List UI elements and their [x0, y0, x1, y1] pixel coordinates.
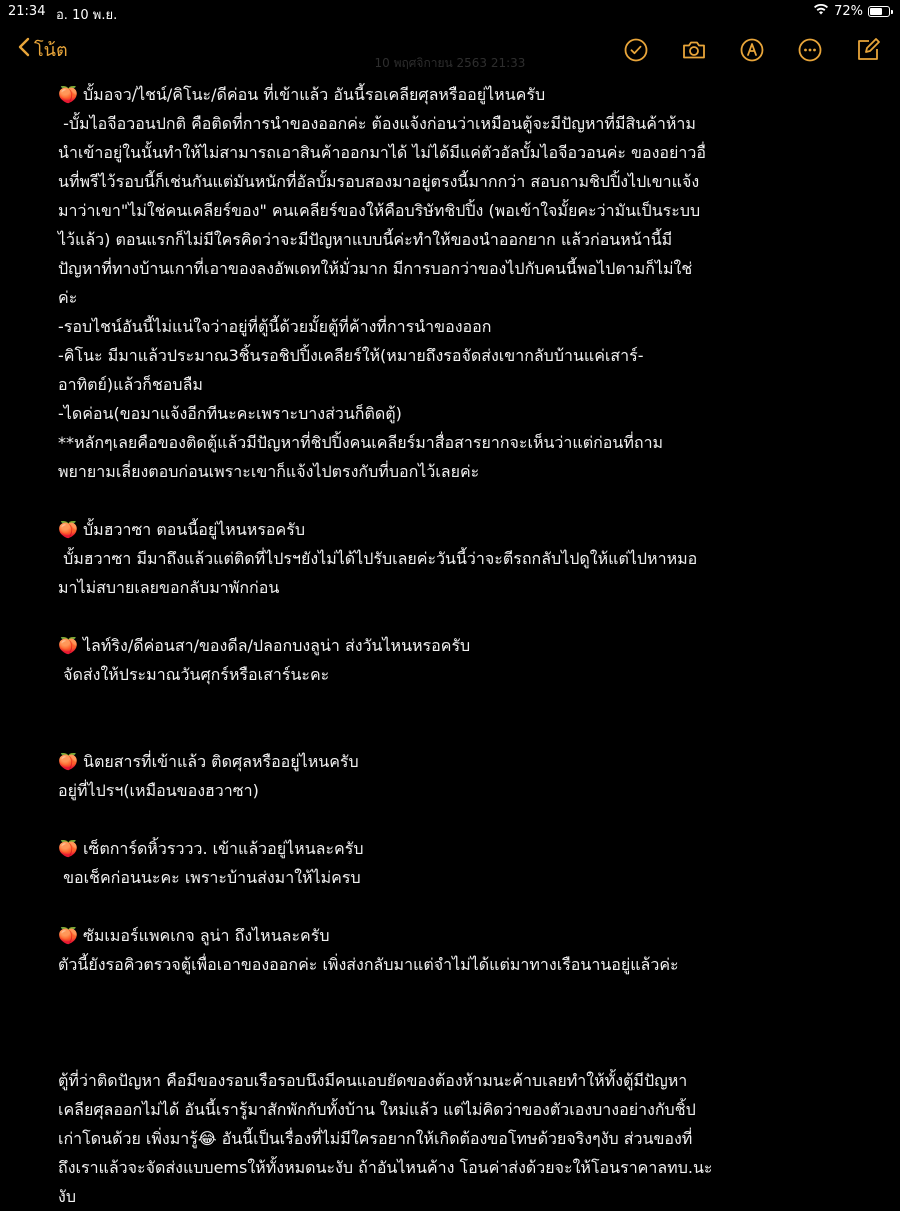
- note-line: 🍑 บั้มฮวาซา ตอนนี้อยู่ไหนหรอครับ: [58, 520, 305, 539]
- status-date: อ. 10 พ.ย.: [56, 8, 118, 23]
- blank-line: [58, 892, 848, 921]
- battery-fill: [870, 8, 882, 15]
- note-line: ถึงเราแล้วจะจัดส่งแบบemsให้ทั้งหมดนะงับ ถ้าอันไหนค้าง โอนค่าส่งด้วยจะให้โอนราคาลทบ.นะ: [58, 1158, 713, 1177]
- blank-line: [58, 805, 848, 834]
- note-line: 🍑 ซัมเมอร์แพคเกจ ลูน่า ถึงไหนละครับ: [58, 926, 330, 945]
- blank-line: [58, 602, 848, 631]
- back-label: โน้ต: [34, 40, 68, 61]
- note-line: -คิโนะ มีมาแล้วประมาณ3ชิ้นรอชิปปิ้งเคลียร์ให้(หมายถึงรอจัดส่งเขากลับบ้านแค่เสาร์-: [58, 346, 644, 365]
- note-line: อยู่ที่ไปรฯ(เหมือนของฮวาซา): [58, 781, 259, 800]
- note-line: -บั้มไอจีอวอนปกติ คือติดที่การนำของออกค่ะ ต้องแจ้งก่อนว่าเหมือนตู้จะมีปัญหาที่มีสินค้าห้าม: [58, 114, 696, 133]
- wifi-icon: [813, 3, 829, 19]
- note-line: 🍑 ไลท์ริง/ดีค่อนสา/ของดีล/ปลอกบงลูน่า ส่งวันไหนหรอครับ: [58, 636, 471, 655]
- blank-line: [58, 689, 848, 718]
- note-line: จัดส่งให้ประมาณวันศุกร์หรือเสาร์นะคะ: [58, 665, 330, 684]
- note-line: เก่าโดนด้วย เพิ่งมารู้😂 อันนี้เป็นเรื่องที่ไม่มีใครอยากให้เกิดต้องขอโทษด้วยจริงๆงับ ส่วนของที่: [58, 1129, 693, 1148]
- note-line: มาว่าเขา"ไม่ใช่คนเคลียร์ของ" คนเคลียร์ของให้คือบริษัทชิปปิ้ง (พอเข้าใจมั้ยคะว่ามันเป็นระบบ: [58, 201, 701, 220]
- note-line: -รอบไชน์อันนี้ไม่แน่ใจว่าอยู่ที่ตู้นี้ด้วยมั้ยตู้ที่ค้างที่การนำของออก: [58, 317, 492, 336]
- note-line: **หลักๆเลยคือของติดตู้แล้วมีปัญหาที่ชิปปิ้งคนเคลียร์มาสื่อสารยากจะเห็นว่าแต่ก่อนที่ถาม: [58, 433, 664, 452]
- status-right: [813, 3, 890, 19]
- note-line: ปัญหาที่ทางบ้านเกาที่เอาของลงอัพเดทให้มั่วมาก มีการบอกว่าของไปกับคนนี้พอไปตามก็ไม่ใช่: [58, 259, 693, 278]
- note-line: บั้มฮวาซา มีมาถึงแล้วแต่ติดที่ไปรฯยังไม่ได้ไปรับเลยค่ะวันนี้ว่าจะตีรถกลับไปดูให้แต่ไปหาหมอ: [58, 549, 698, 568]
- note-line: 🍑 นิตยสารที่เข้าแล้ว ติดศุลหรืออยู่ไหนครับ: [58, 752, 359, 771]
- note-line: ค่ะ: [58, 288, 78, 307]
- note-line: 🍑 เซ็ตการ์ดหิ้วรววว. เข้าแล้วอยู่ไหนละครับ: [58, 839, 364, 858]
- note-line: มาไม่สบายเลยขอกลับมาพักก่อน: [58, 578, 280, 597]
- note-line: ไว้แล้ว) ตอนแรกก็ไม่มีใครคิดว่าจะมีปัญหาแบบนี้ค่ะทำให้ของนำออกยาก แล้วก่อนหน้านี้มี: [58, 230, 673, 249]
- note-line: อาทิตย์)แล้วก็ชอบลืม: [58, 375, 203, 394]
- note-line: 🍑 บั้มอจว/ไชน์/คิโนะ/ดีค่อน ที่เข้าแล้ว อันนี้รอเคลียศุลหรืออยู่ไหนครับ: [58, 85, 546, 104]
- note-date: 10 พฤศจิกายน 2563 21:33: [374, 56, 526, 70]
- blank-line: [58, 1037, 848, 1066]
- note-line: เคลียศุลออกไม่ได้ อันนี้เรารู้มาสักพักกับทั้งบ้าน ใหม่แล้ว แต่ไม่คิดว่าของตัวเองบางอย่างกับชิ้ป: [58, 1100, 696, 1119]
- note-line: ตัวนี้ยังรอคิวตรวจตู้เพื่อเอาของออกค่ะ เพิ่งส่งกลับมาแต่จำไม่ได้แต่มาทางเรือนานอยู่แล้วค่ะ: [58, 955, 679, 974]
- blank-line: [58, 1008, 848, 1037]
- blank-line: [58, 718, 848, 747]
- note-line: ตู้ที่ว่าติดปัญหา คือมีของรอบเรือรอบนึงมีคนแอบยัดของต้องห้ามนะค้าบเลยทำให้ทั้งตู้มีปัญหา: [58, 1071, 688, 1090]
- note-body[interactable]: [58, 80, 848, 1211]
- note-line: นำเข้าอยู่ในนั้นทำให้ไม่สามารถเอาสินค้าออกมาได้ ไม่ได้มีแค่ตัวอัลบั้มไอจีอวอนค่ะ ของอย่าวอื่: [58, 143, 706, 162]
- battery-percent: 72%: [834, 3, 863, 19]
- status-bar: [0, 0, 900, 22]
- note-line: พยายามเลี่ยงตอบก่อนเพราะเขาก็แจ้งไปตรงกับที่บอกไว้เลยค่ะ: [58, 462, 480, 481]
- note-line: งับ: [58, 1187, 76, 1206]
- note-line: -ไดค่อน(ขอมาแจ้งอีกทีนะคะเพราะบางส่วนก็ติดตู้): [58, 404, 402, 423]
- blank-line: [58, 979, 848, 1008]
- note-line: นที่พรีไว้รอบนี้ก็เช่นกันแต่มันหนักที่อัลบั้มรอบสองมาอยู่ตรงนี้มากกว่า สอบถามชิปปิ้งไปเขาแจ้ง: [58, 172, 700, 191]
- note-line: ขอเช็คก่อนนะคะ เพราะบ้านส่งมาให้ไม่ครบ: [58, 868, 361, 887]
- blank-line: [58, 486, 848, 515]
- battery-icon: [868, 6, 890, 17]
- status-time: 21:34: [8, 4, 46, 19]
